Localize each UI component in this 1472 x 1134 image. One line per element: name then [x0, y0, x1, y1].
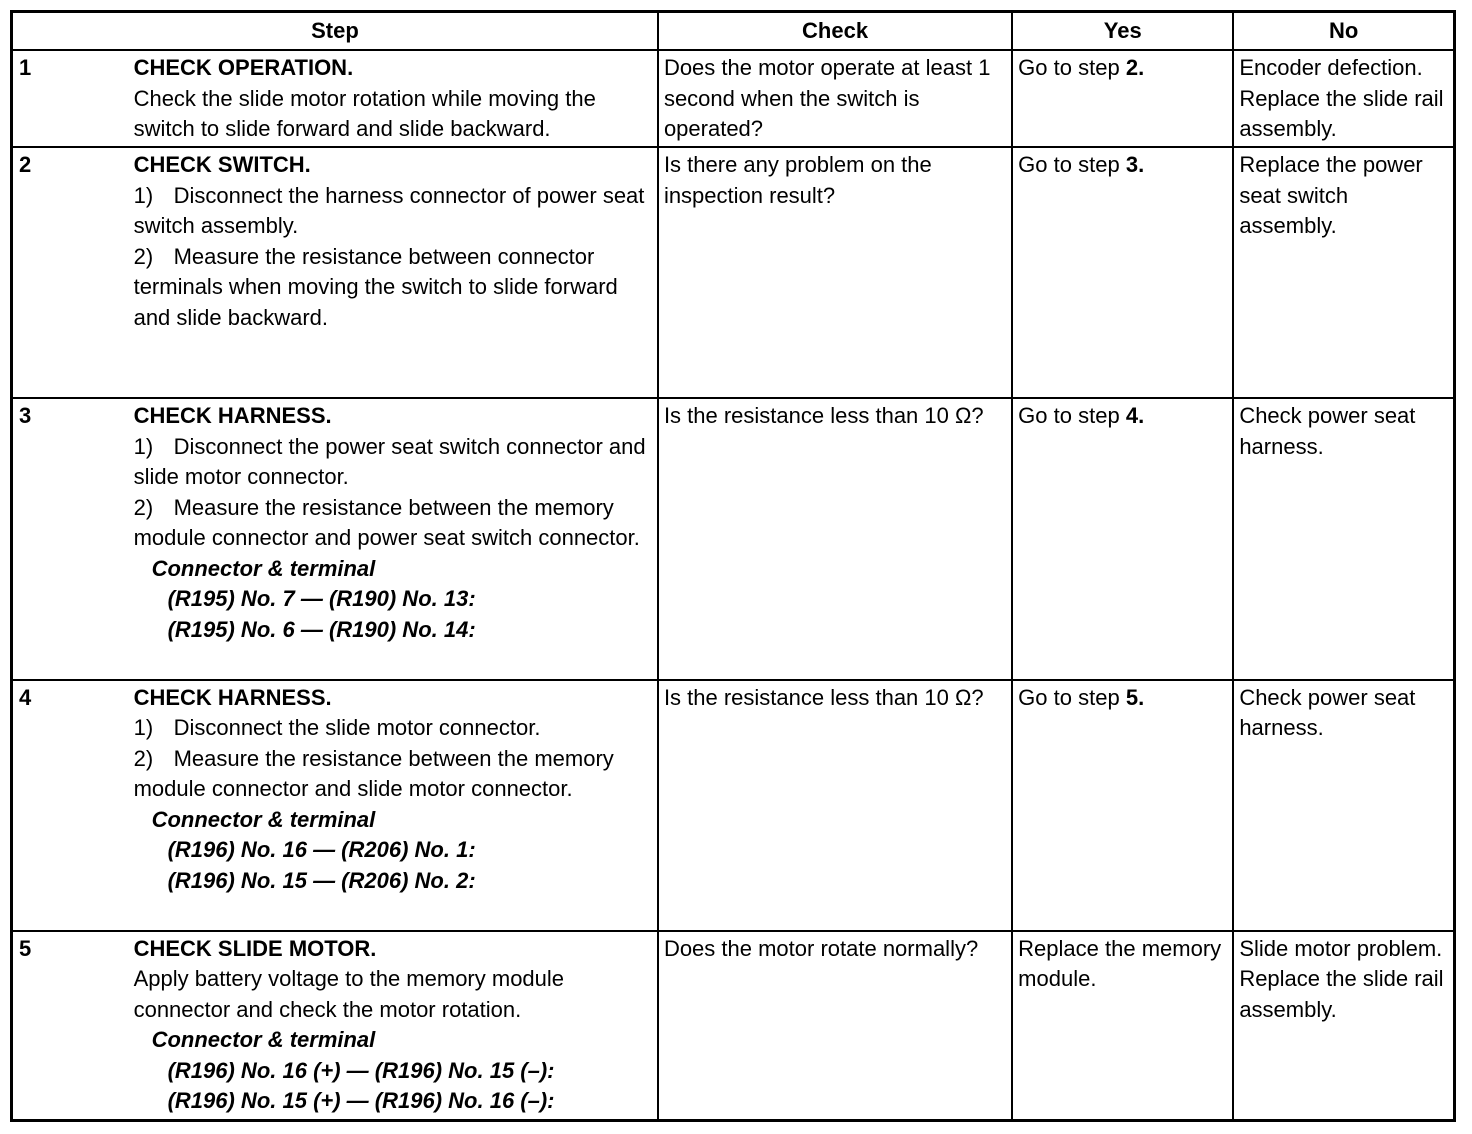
check-cell: Does the motor rotate normally? — [658, 931, 1012, 1121]
yes-step-number: 2 — [1125, 55, 1139, 80]
step-item — [134, 744, 652, 805]
no-cell: Slide motor problem. Replace the slide rail assembly. — [1233, 931, 1454, 1121]
connector-line: (R196) No. 15 (+) — (R196) No. 16 (–): — [167, 1088, 555, 1114]
yes-text: Go to step — [1018, 152, 1120, 178]
step-item-number: 1) — [133, 715, 154, 741]
step-cell — [132, 680, 658, 931]
connector-line: (R195) No. 7 — (R190) No. 13: — [167, 586, 476, 612]
check-cell: Is there any problem on the inspection result? — [658, 147, 1012, 398]
step-item-text: Disconnect the harness connector of power seat switch assembly. — [133, 182, 645, 239]
step-item-number: 2) — [133, 745, 154, 771]
step-item — [134, 242, 652, 334]
header-no: No — [1233, 12, 1454, 51]
step-item-number: 2) — [133, 494, 154, 520]
step-cell — [132, 931, 658, 1121]
step-item-number: 2) — [133, 243, 154, 269]
header-row — [12, 12, 1455, 51]
step-number: 2 — [12, 147, 132, 398]
yes-step-number: 3 — [1125, 152, 1139, 178]
yes-cell: Go to step 2. — [1012, 50, 1233, 147]
yes-cell: Replace the memory module. — [1012, 931, 1233, 1121]
step-number: 3 — [12, 398, 132, 679]
step-cell — [132, 147, 658, 398]
connector-line: (R196) No. 15 — (R206) No. 2: — [167, 867, 476, 893]
diagnostic-table — [10, 10, 1456, 1122]
connector-label: Connector & terminal — [151, 555, 376, 581]
step-item-number: 1) — [133, 433, 154, 459]
yes-text: Go to step — [1018, 403, 1120, 429]
step-item-number: 1) — [133, 182, 154, 208]
connector-label: Connector & terminal — [151, 1027, 376, 1053]
step-title: CHECK SLIDE MOTOR. — [133, 935, 377, 961]
check-cell: Is the resistance less than 10 Ω? — [658, 398, 1012, 679]
yes-cell: Go to step 3. — [1012, 147, 1233, 398]
table-row — [12, 931, 1455, 1121]
yes-step-number: 5 — [1125, 684, 1139, 710]
no-cell: Check power seat harness. — [1233, 680, 1454, 931]
connector-line: (R196) No. 16 (+) — (R196) No. 15 (–): — [167, 1057, 555, 1083]
step-item-text: Measure the resistance between the memory module connector and slide motor connector. — [133, 745, 614, 802]
yes-text: Go to step — [1018, 684, 1120, 710]
table-row — [12, 398, 1455, 679]
step-cell — [132, 398, 658, 679]
step-number: 5 — [12, 931, 132, 1121]
yes-step-number: 4 — [1125, 403, 1139, 429]
yes-cell: Go to step 5. — [1012, 680, 1233, 931]
step-item-text: Measure the resistance between the memory module connector and power seat switch connector. — [133, 494, 640, 551]
yes-text: Go to step — [1018, 55, 1120, 80]
no-cell: Replace the power seat switch assembly. — [1233, 147, 1454, 398]
yes-cell: Go to step 4. — [1012, 398, 1233, 679]
step-body: Apply battery voltage to the memory module connector and check the motor rotation. — [133, 966, 565, 1022]
header-check: Check — [658, 12, 1012, 51]
table-row — [12, 680, 1455, 931]
connector-label: Connector & terminal — [151, 806, 376, 832]
no-cell: Check power seat harness. — [1233, 398, 1454, 679]
step-item — [134, 713, 652, 744]
step-item-text: Measure the resistance between connector terminals when moving the switch to slide forward and slide backward. — [133, 243, 618, 330]
table-row — [12, 147, 1455, 398]
connector-line: (R196) No. 16 — (R206) No. 1: — [167, 837, 476, 863]
step-title: CHECK HARNESS. — [133, 403, 332, 429]
step-number: 1 — [12, 50, 132, 147]
step-body: Check the slide motor rotation while moving the switch to slide forward and slide backward. — [133, 85, 596, 141]
step-title: CHECK HARNESS. — [133, 684, 332, 710]
step-number: 4 — [12, 680, 132, 931]
step-title: CHECK OPERATION. — [133, 55, 354, 80]
no-cell: Encoder defection. Replace the slide rail assembly. — [1233, 50, 1454, 147]
step-item — [134, 493, 652, 554]
table-row — [12, 50, 1455, 147]
connector-line: (R195) No. 6 — (R190) No. 14: — [167, 616, 476, 642]
check-cell: Is the resistance less than 10 Ω? — [658, 680, 1012, 931]
step-title: CHECK SWITCH. — [133, 152, 311, 178]
diagnostic-table-container — [10, 10, 1456, 1122]
header-yes: Yes — [1012, 12, 1233, 51]
step-item-text: Disconnect the power seat switch connector and slide motor connector. — [133, 433, 646, 490]
step-item — [134, 181, 652, 242]
step-item — [134, 432, 652, 493]
step-item-text: Disconnect the slide motor connector. — [173, 715, 541, 741]
step-cell — [132, 50, 658, 147]
header-step: Step — [12, 12, 658, 51]
check-cell: Does the motor operate at least 1 second when the switch is operated? — [658, 50, 1012, 147]
